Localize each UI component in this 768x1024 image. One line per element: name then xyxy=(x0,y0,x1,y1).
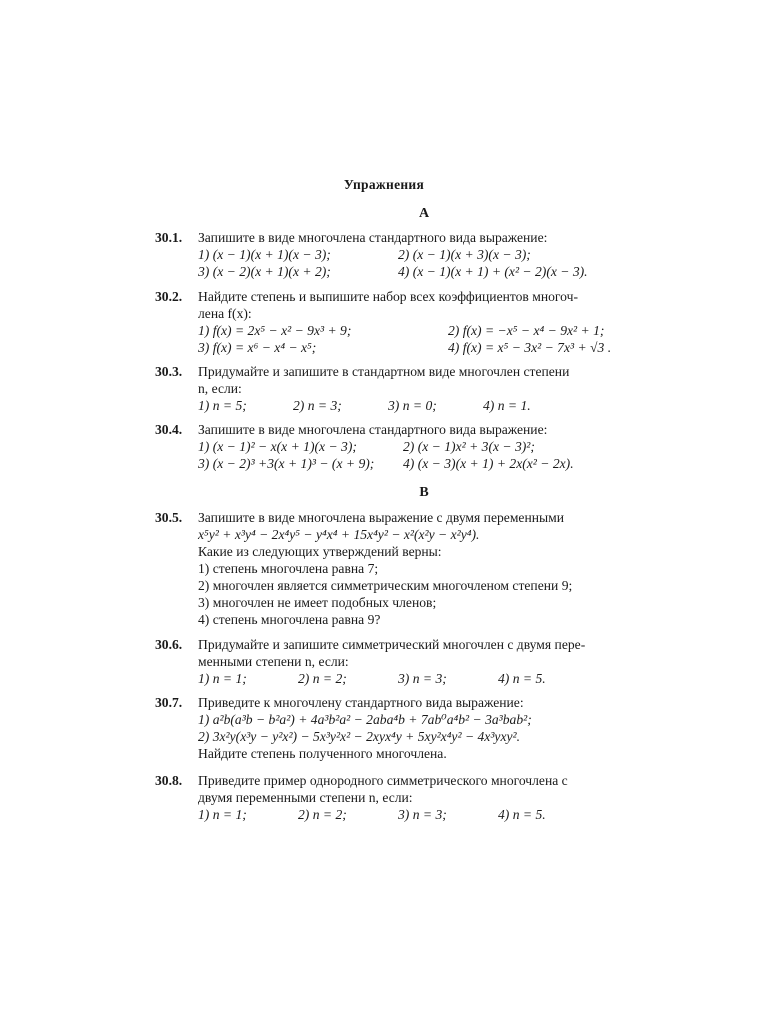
exercise-number: 30.6. xyxy=(155,637,183,652)
exercise-item: 3) n = 3; xyxy=(398,807,447,822)
exercise-text: Запишите в виде многочлена стандартного вида выражение: xyxy=(198,422,548,437)
exercise-30-3 xyxy=(155,363,695,414)
exercise-item: 1) n = 5; xyxy=(198,398,247,413)
exercise-30-7 xyxy=(155,694,695,762)
exercise-number: 30.3. xyxy=(155,364,183,379)
exercise-item: 3) (x − 2)(x + 1)(x + 2); xyxy=(198,264,331,279)
exercise-number: 30.1. xyxy=(155,230,183,245)
exercise-item: 2) n = 2; xyxy=(298,807,347,822)
exercise-item: 2) n = 2; xyxy=(298,671,347,686)
exercise-item: 2) f(x) = −x⁵ − x⁴ − 9x² + 1; xyxy=(448,323,605,338)
exercise-text: Найдите степень полученного многочлена. xyxy=(198,746,447,761)
exercise-item: 3) n = 0; xyxy=(388,398,437,413)
exercise-expression: x⁵y² + x³y⁴ − 2x⁴y⁵ − y⁴x⁴ + 15x⁴y² − x²(x²y − x²y⁴). xyxy=(198,527,480,542)
exercise-30-2 xyxy=(155,288,695,356)
section-b-heading: В xyxy=(419,485,429,500)
exercise-number: 30.4. xyxy=(155,422,183,437)
exercise-30-6 xyxy=(155,636,695,687)
exercise-30-8 xyxy=(155,772,695,823)
exercise-text: двумя переменными степени n, если: xyxy=(198,790,413,805)
exercise-item: 4) степень многочлена равна 9? xyxy=(198,612,381,627)
exercise-item: 4) n = 1. xyxy=(483,398,531,413)
exercise-30-5 xyxy=(155,509,695,628)
section-a-heading: А xyxy=(418,206,430,221)
exercise-item: 1) f(x) = 2x⁵ − x² − 9x³ + 9; xyxy=(198,323,352,338)
exercise-item: 4) (x − 3)(x + 1) + 2x(x² − 2x). xyxy=(403,456,574,471)
page-title: Упражнения xyxy=(343,177,425,192)
exercise-text: Приведите к многочлену стандартного вида выражение: xyxy=(198,695,524,710)
exercise-text: Придумайте и запишите симметрический многочлен с двумя пере- xyxy=(198,637,586,652)
exercise-text: Придумайте и запишите в стандартном виде многочлен степени xyxy=(198,364,570,379)
exercise-text: Запишите в виде многочлена стандартного вида выражение: xyxy=(198,230,548,245)
exercise-30-1 xyxy=(155,229,695,280)
exercise-text: Запишите в виде многочлена выражение с двумя переменными xyxy=(198,510,565,525)
exercise-item: 4) (x − 1)(x + 1) + (x² − 2)(x − 3). xyxy=(398,264,588,279)
exercise-item: 1) a²b(a³b − b²a²) + 4a³b²a² − 2aba⁴b + 7ab⁰a⁴b² − 3a³bab²; xyxy=(198,712,532,727)
exercise-item: 4) f(x) = x⁵ − 3x² − 7x³ + √3 . xyxy=(448,340,612,355)
exercise-item: 2) 3x²y(x³y − y²x²) − 5x³y²x² − 2xyx⁴y + 5xy²x⁴y² − 4x³yxy². xyxy=(198,729,520,744)
exercise-number: 30.8. xyxy=(155,773,183,788)
exercise-item: 4) n = 5. xyxy=(498,671,546,686)
exercise-text: Какие из следующих утверждений верны: xyxy=(198,544,442,559)
exercise-item: 1) степень многочлена равна 7; xyxy=(198,561,379,576)
exercise-item: 1) n = 1; xyxy=(198,807,247,822)
exercise-item: 3) n = 3; xyxy=(398,671,447,686)
exercise-text: Приведите пример однородного симметрического многочлена с xyxy=(198,773,568,788)
exercise-item: 1) (x − 1)(x + 1)(x − 3); xyxy=(198,247,331,262)
exercise-item: 4) n = 5. xyxy=(498,807,546,822)
exercise-item: 1) (x − 1)² − x(x + 1)(x − 3); xyxy=(198,439,357,454)
exercise-number: 30.2. xyxy=(155,289,183,304)
exercise-item: 2) (x − 1)(x + 3)(x − 3); xyxy=(398,247,531,262)
exercise-30-4 xyxy=(155,421,695,472)
exercise-item: 2) (x − 1)x² + 3(x − 3)²; xyxy=(403,439,535,454)
exercise-item: 2) многочлен является симметрическим многочленом степени 9; xyxy=(198,578,573,593)
exercise-item: 2) n = 3; xyxy=(293,398,342,413)
exercise-number: 30.7. xyxy=(155,695,183,710)
exercise-item: 3) f(x) = x⁶ − x⁴ − x⁵; xyxy=(198,340,317,355)
exercise-text: Найдите степень и выпишите набор всех коэффициентов многоч- xyxy=(198,289,578,304)
exercise-text: менными степени n, если: xyxy=(198,654,349,669)
exercise-number: 30.5. xyxy=(155,510,183,525)
exercise-item: 3) многочлен не имеет подобных членов; xyxy=(198,595,437,610)
exercise-text: n, если: xyxy=(198,381,242,396)
exercise-item: 1) n = 1; xyxy=(198,671,247,686)
exercise-text: лена f(x): xyxy=(198,306,252,321)
exercise-item: 3) (x − 2)³ +3(x + 1)³ − (x + 9); xyxy=(198,456,375,471)
